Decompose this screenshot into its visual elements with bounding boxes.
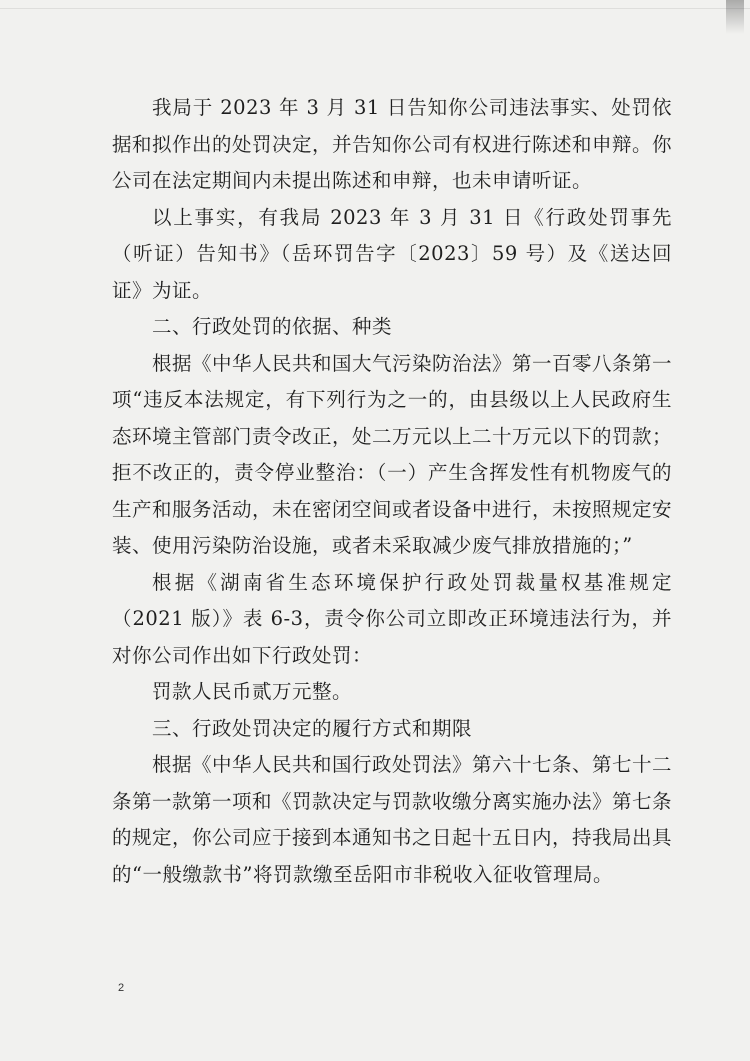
scan-edge-line [0,8,750,9]
paragraph-discretion-standard: 根据《湖南省生态环境保护行政处罚裁量权基准规定（2021 版）》表 6-3，责令你公司立即改正环境违法行为，并对你公司作出如下行政处罚： [112,570,672,667]
paragraph-notice: 我局于 2023 年 3 月 31 日告知你公司违法事实、处罚依据和拟作出的处罚决定，并告知你公司有权进行陈述和申辩。你公司在法定期间内未提出陈述和申辩，也未申请听证。 [112,96,673,192]
section-heading-basis: 二、行政处罚的依据、种类 [152,315,393,338]
paragraph-fine-amount: 罚款人民币贰万元整。 [152,680,353,703]
paragraph-evidence: 以上事实，有我局 2023 年 3 月 31 日《行政处罚事先（听证）告知书》（岳环罚告字〔2023〕59 号）及《送达回证》为证。 [112,205,672,302]
section-heading-execution: 三、行政处罚决定的履行方式和期限 [152,716,473,740]
document-body [112,90,672,893]
paragraph-payment-method: 根据《中华人民共和国行政处罚法》第六十七条、第七十二条第一款第一项和《罚款决定与罚款收缴分离实施办法》第七条的规定，你公司应于接到本通知书之日起十五日内，持我局出具的“一般缴款书”将罚款缴至岳阳市非税收入征收管理局。 [112,753,673,886]
paragraph-legal-basis: 根据《中华人民共和国大气污染防治法》第一百零八条第一项“违反本法规定，有下列行为之一的，由县级以上人民政府生态环境主管部门责令改正，处二万元以上二十万元以下的罚款；拒不改正的，责令停业整治：（一）产生含挥发性有机物废气的生产和服务活动，未在密闭空间或者设备中进行，未按照规定安装、使用污染防治设施，或者未采取减少废气排放措施的；” [112,351,673,557]
page-number: 2 [118,982,125,994]
scan-corner-mark [726,0,744,34]
